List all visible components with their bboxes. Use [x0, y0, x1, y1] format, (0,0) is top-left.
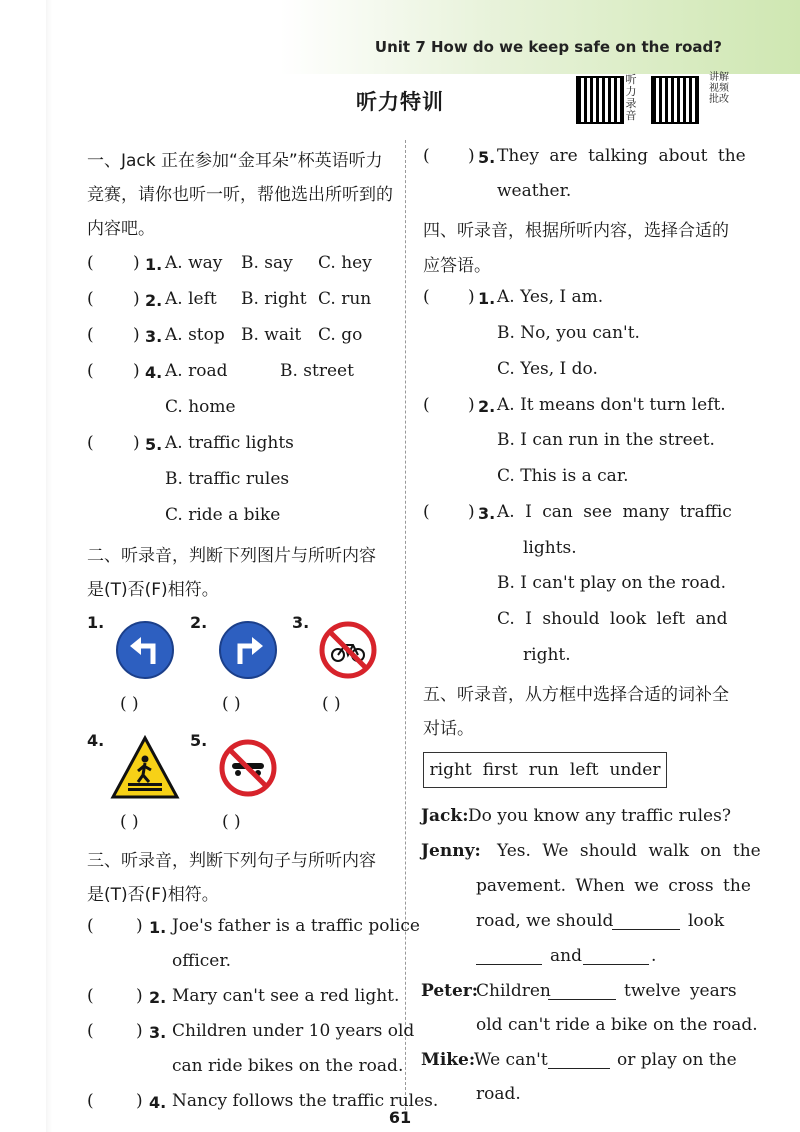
item-number: 2.	[149, 988, 167, 1007]
dialogue-line: and	[550, 946, 582, 966]
answer-bracket-open[interactable]: (	[87, 916, 94, 936]
item-number: 4.	[145, 363, 163, 382]
option-a: A. stop	[165, 325, 225, 345]
option-c: C. go	[318, 325, 363, 345]
option-c: C. hey	[318, 253, 372, 273]
section2-title-line2: 是(T)否(F)相符。	[87, 580, 219, 600]
fill-blank-3[interactable]	[583, 950, 649, 965]
dialogue-line: pavement. When we cross the	[476, 876, 751, 896]
option-a: A. left	[165, 289, 217, 309]
sentence-line1: Children under 10 years old	[172, 1021, 415, 1041]
item-number: 4.	[149, 1093, 167, 1112]
section1-title-line3: 内容吧。	[87, 219, 155, 239]
answer-bracket-open[interactable]: (	[87, 325, 94, 345]
item-number: 5.	[478, 148, 496, 167]
dialogue-line: .	[651, 946, 657, 966]
answer-bracket-close: )	[468, 287, 475, 307]
option-c: C. Yes, I do.	[497, 359, 598, 379]
answer-bracket-open[interactable]: (	[423, 502, 430, 522]
page-title: 听力特训	[356, 90, 444, 114]
option-b: B. wait	[241, 325, 302, 345]
word-bank-item: right	[429, 760, 472, 780]
option-b: B. I can run in the street.	[497, 430, 715, 450]
sentence-line2: officer.	[172, 951, 231, 971]
answer-bracket-open[interactable]: (	[423, 287, 430, 307]
dialogue-line: road, we should	[476, 911, 614, 931]
answer-bracket-close: )	[468, 146, 475, 166]
item-number: 3.	[149, 1023, 167, 1042]
answer-bracket-open[interactable]: (	[87, 986, 94, 1006]
answer-bracket-close: )	[468, 395, 475, 415]
no-bicycles-sign-icon	[318, 620, 378, 680]
no-skateboarding-sign-icon	[218, 738, 278, 798]
pedestrian-crossing-sign-icon	[110, 735, 180, 801]
option-c-line2: right.	[523, 645, 571, 665]
answer-bracket-close: )	[133, 361, 140, 381]
option-b: B. traffic rules	[165, 469, 290, 489]
picture-label-5: 5.	[190, 731, 208, 750]
dialogue-line: or play on the	[617, 1050, 737, 1070]
answer-bracket-open[interactable]: (	[87, 361, 94, 381]
answer-bracket-close: )	[133, 253, 140, 273]
option-c: C. run	[318, 289, 372, 309]
dialogue-line: We can't	[474, 1050, 548, 1070]
fill-blank-2[interactable]	[476, 950, 542, 965]
option-a: A. way	[165, 253, 223, 273]
answer-bracket-open[interactable]: (	[423, 395, 430, 415]
page-binding-shadow	[46, 0, 52, 1132]
option-b: B. No, you can't.	[497, 323, 640, 343]
option-a-line2: lights.	[523, 538, 577, 558]
item-number: 2.	[478, 397, 496, 416]
option-a: A. It means don't turn left.	[497, 395, 726, 415]
dialogue-line: twelve years	[624, 981, 737, 1001]
header-band	[0, 0, 800, 74]
answer-brackets-2[interactable]: ( )	[222, 694, 241, 714]
answer-bracket-open[interactable]: (	[87, 433, 94, 453]
option-a: A. road	[165, 361, 228, 381]
qr-code-listening-icon[interactable]	[576, 76, 624, 124]
option-a: A. Yes, I am.	[497, 287, 604, 307]
option-b: B. I can't play on the road.	[497, 573, 727, 593]
speaker-peter: Peter:	[421, 981, 479, 1001]
section2-title-line1: 二、听录音，判断下列图片与所听内容	[87, 546, 376, 566]
option-c: C. home	[165, 397, 236, 417]
option-c: C. ride a bike	[165, 505, 281, 525]
option-c: C. This is a car.	[497, 466, 629, 486]
item-number: 1.	[145, 255, 163, 274]
item-number: 1.	[478, 289, 496, 308]
item-number: 1.	[149, 918, 167, 937]
section5-title-line1: 五、听录音，从方框中选择合适的词补全	[423, 685, 729, 705]
sentence-line2: weather.	[497, 181, 572, 201]
item-number: 5.	[145, 435, 163, 454]
option-a-line1: A. I can see many traffic	[497, 502, 732, 522]
section1-title-line2: 竞赛，请你也听一听，帮他选出所听到的	[87, 185, 393, 205]
sentence-line1: Nancy follows the traffic rules.	[172, 1091, 439, 1111]
answer-bracket-open[interactable]: (	[87, 253, 94, 273]
option-b: B. street	[280, 361, 354, 381]
picture-label-1: 1.	[87, 613, 105, 632]
word-bank-item: under	[609, 760, 661, 780]
page-number: 61	[388, 1108, 412, 1127]
item-number: 3.	[145, 327, 163, 346]
turn-left-sign-icon	[115, 620, 175, 680]
answer-brackets-1[interactable]: ( )	[120, 694, 139, 714]
column-divider	[405, 140, 406, 1110]
speaker-jack: Jack:	[421, 806, 469, 826]
section1-title-line1: 一、Jack 正在参加“金耳朵”杯英语听力	[87, 151, 383, 171]
speaker-jenny: Jenny:	[421, 841, 481, 861]
fill-blank-1[interactable]	[612, 915, 680, 930]
word-bank-item: run	[528, 760, 559, 780]
answer-bracket-close: )	[136, 916, 143, 936]
answer-bracket-close: )	[136, 1091, 143, 1111]
picture-label-2: 2.	[190, 613, 208, 632]
word-bank-item: first	[482, 760, 518, 780]
qr-label-listening: 听力录音	[625, 73, 637, 122]
qr-label-video: 讲解视频批改	[709, 72, 729, 105]
sentence-line1: Joe's father is a traffic police	[172, 916, 420, 936]
fill-blank-4[interactable]	[548, 985, 616, 1000]
section4-title-line2: 应答语。	[423, 256, 491, 276]
word-bank-box	[423, 752, 667, 788]
answer-bracket-open[interactable]: (	[87, 1021, 94, 1041]
dialogue-line: Yes. We should walk on the	[497, 841, 761, 861]
speaker-mike: Mike:	[421, 1050, 476, 1070]
answer-brackets-4[interactable]: ( )	[120, 812, 139, 832]
answer-bracket-close: )	[468, 502, 475, 522]
fill-blank-5[interactable]	[548, 1054, 610, 1069]
answer-bracket-open[interactable]: (	[87, 1091, 94, 1111]
item-number: 2.	[145, 291, 163, 310]
sentence-line1: They are talking about the	[497, 146, 746, 166]
section4-title-line1: 四、听录音，根据所听内容，选择合适的	[423, 221, 729, 241]
answer-bracket-open[interactable]: (	[87, 289, 94, 309]
answer-bracket-close: )	[133, 325, 140, 345]
answer-bracket-close: )	[133, 289, 140, 309]
option-b: B. say	[241, 253, 293, 273]
sentence-line2: can ride bikes on the road.	[172, 1056, 404, 1076]
section3-title-line1: 三、听录音，判断下列句子与所听内容	[87, 851, 376, 871]
answer-bracket-close: )	[136, 1021, 143, 1041]
picture-label-4: 4.	[87, 731, 105, 750]
dialogue-line: road.	[476, 1084, 521, 1104]
answer-bracket-open[interactable]: (	[423, 146, 430, 166]
answer-brackets-5[interactable]: ( )	[222, 812, 241, 832]
turn-right-sign-icon	[218, 620, 278, 680]
dialogue-line: Children	[476, 981, 551, 1001]
word-bank-item: left	[569, 760, 599, 780]
sentence-line1: Mary can't see a red light.	[172, 986, 400, 1006]
qr-code-video-icon[interactable]	[651, 76, 699, 124]
answer-bracket-close: )	[133, 433, 140, 453]
dialogue-line: look	[688, 911, 725, 931]
answer-bracket-close: )	[136, 986, 143, 1006]
picture-label-3: 3.	[292, 613, 310, 632]
item-number: 3.	[478, 504, 496, 523]
answer-brackets-3[interactable]: ( )	[322, 694, 341, 714]
unit-title: Unit 7 How do we keep safe on the road?	[374, 38, 722, 56]
section3-title-line2: 是(T)否(F)相符。	[87, 885, 219, 905]
dialogue-line: old can't ride a bike on the road.	[476, 1015, 758, 1035]
section5-title-line2: 对话。	[423, 719, 474, 739]
option-c-line1: C. I should look left and	[497, 609, 728, 629]
option-b: B. right	[241, 289, 307, 309]
dialogue-line: Do you know any traffic rules?	[468, 806, 731, 826]
option-a: A. traffic lights	[165, 433, 294, 453]
